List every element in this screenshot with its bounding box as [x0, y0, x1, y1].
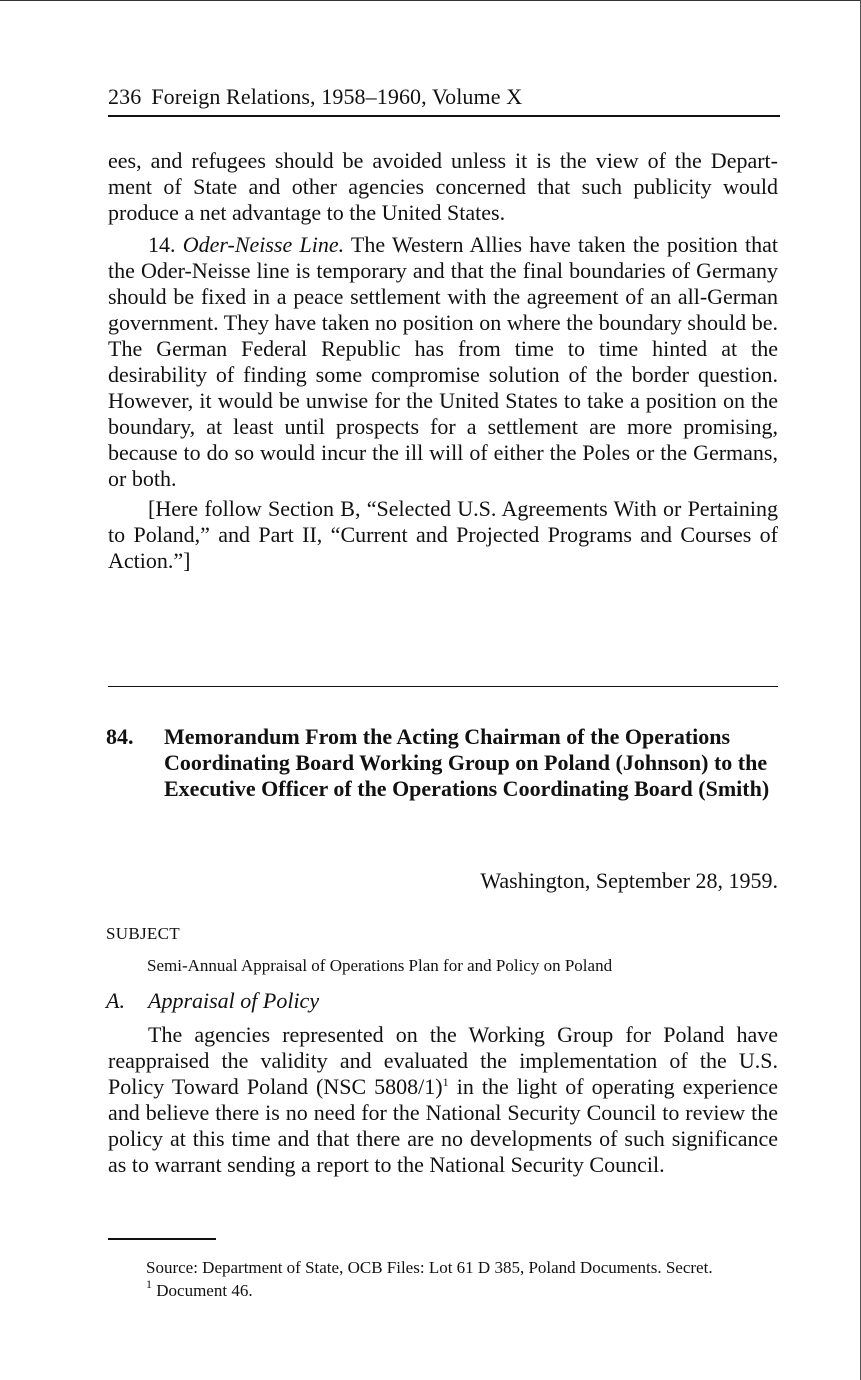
- appraisal-paragraph: [108, 1022, 778, 1178]
- footnotes: [146, 1256, 778, 1302]
- footnote-reference: 1: [442, 1075, 449, 1089]
- paragraph-14: [108, 232, 778, 492]
- document-number: 84.: [106, 724, 134, 749]
- continuation-line: produce a net advantage to the United States.: [108, 200, 506, 225]
- editorial-note: [108, 496, 778, 574]
- header-rule: [108, 115, 780, 117]
- paragraph-number: 14.: [148, 232, 176, 257]
- footnote-1: [146, 1279, 778, 1302]
- page-number: 236: [108, 84, 142, 109]
- section-heading: [106, 988, 319, 1014]
- footnote-text: Document 46.: [156, 1281, 253, 1300]
- paragraph-title: Oder-Neisse Line.: [182, 232, 345, 257]
- paragraph-text: The Western Allies have taken the position that the Oder-Neisse line is temporary and that the final boundaries of Germany should be fixed in a peace settlement with the agreement of an all-German government. They have taken no position on where the boundary should be. The German Federal Republic has from time to time hinted at the desirability of finding some compromise solution of the border question. However, it would be unwise for the United States to take a position on the boundary, at least until prospects for a settlement are more promising, because to do so would incur the ill will of either the Poles or the Germans, or both.: [108, 232, 779, 491]
- scan-top-edge: [0, 0, 861, 1]
- appraisal-text-part-1: The agencies represented on the Working Group for Poland have reappraised the validity and evaluated the implementation of the U.S. Policy Toward Poland (NSC 5808/1): [108, 1022, 778, 1099]
- subject-label: SUBJECT: [106, 924, 180, 943]
- section-letter: A.: [106, 988, 125, 1013]
- running-title: Foreign Relations, 1958–1960, Volume X: [151, 84, 523, 109]
- section-title: Appraisal of Policy: [148, 988, 320, 1013]
- running-header: [108, 84, 780, 120]
- document-separator-rule: [108, 686, 778, 687]
- document-title: Memorandum From the Acting Chairman of the Operations Coordinating Board Working Group on Poland (Johnson) to the Executive Officer of the Operations Coordinating Board (Smith): [164, 724, 770, 801]
- continuation-line: ment of State and other agencies concerned that such publicity would: [108, 174, 778, 199]
- continuation-paragraph: [108, 148, 778, 226]
- running-header-text: [108, 84, 780, 110]
- appraisal-text-part-2: in the light of operating experience and believe there is no need for the National Security Council to review the policy at this time and that there are no developments of such significance as to warrant sending a report to the National Security Council.: [108, 1074, 779, 1177]
- editorial-note-text: [Here follow Section B, “Selected U.S. Agreements With or Pertaining to Poland,” and Part II, “Current and Projected Programs and Courses of Action.”]: [108, 496, 778, 573]
- continuation-line: ees, and refugees should be avoided unless it is the view of the Depart-: [108, 148, 778, 173]
- dateline: Washington, September 28, 1959.: [480, 868, 778, 893]
- footnote-marker: 1: [146, 1277, 152, 1291]
- source-note: Source: Department of State, OCB Files: Lot 61 D 385, Poland Documents. Secret.: [146, 1258, 713, 1277]
- subject-text: Semi-Annual Appraisal of Operations Plan for and Policy on Poland: [147, 956, 613, 975]
- footnote-rule: [108, 1238, 216, 1240]
